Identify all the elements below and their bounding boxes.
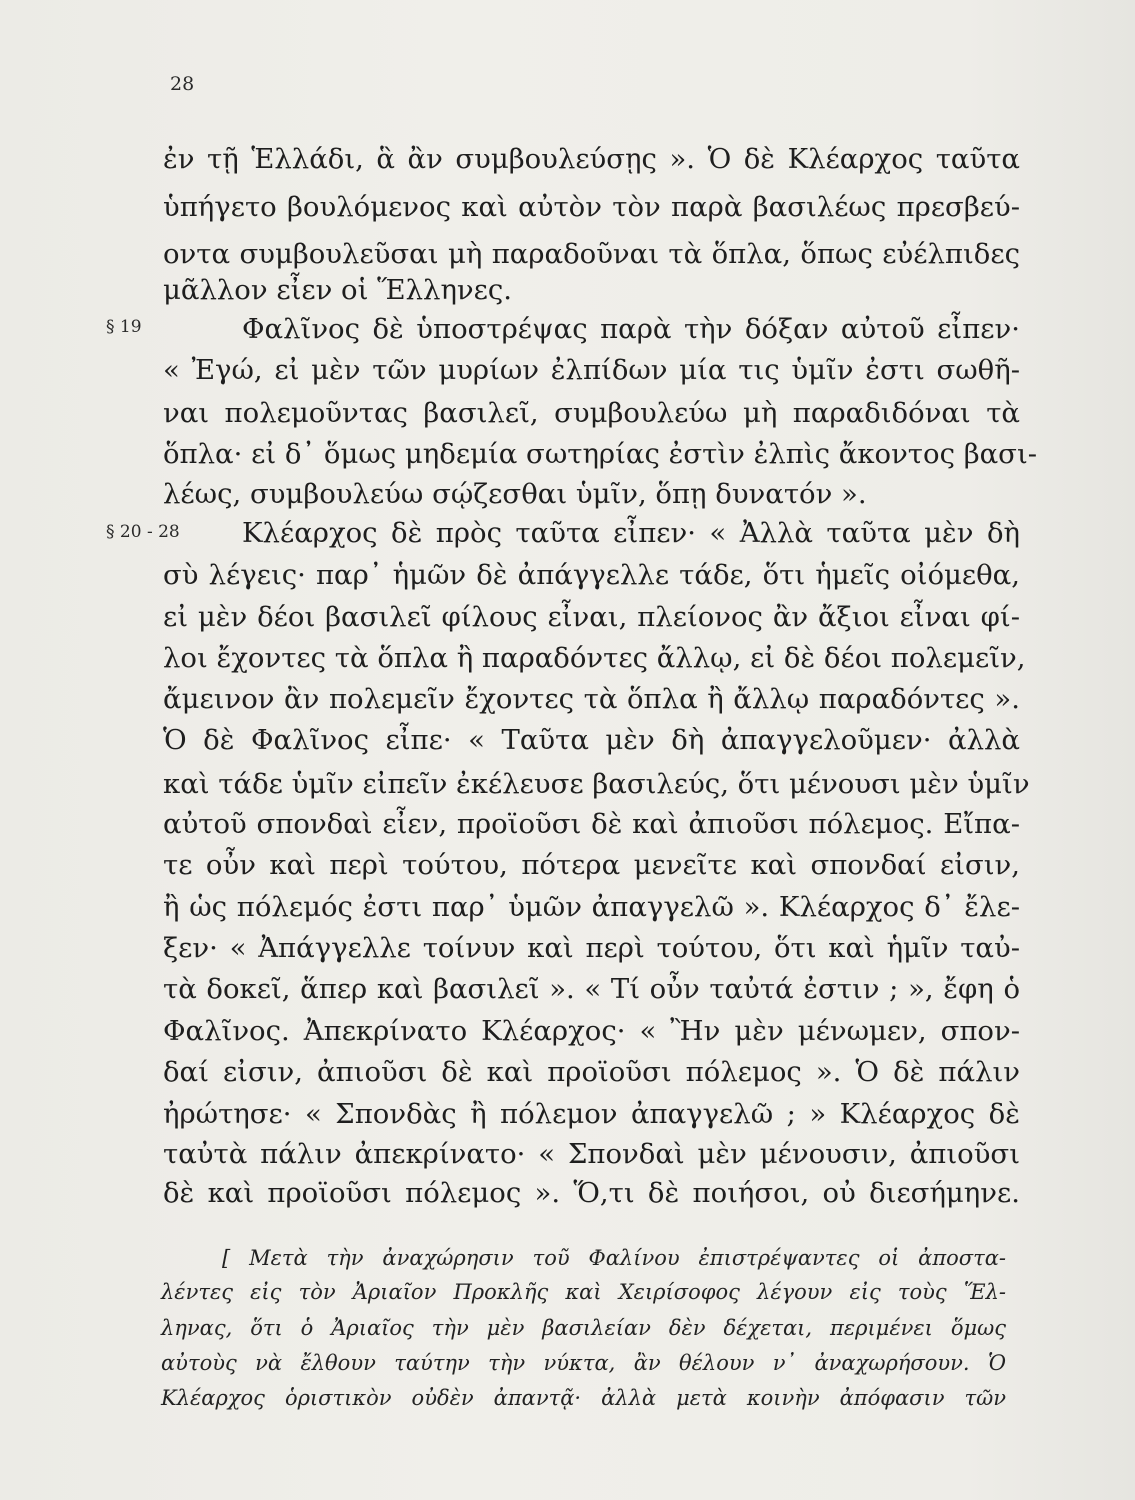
text-line: ὑπήγετο βουλόμενος καὶ αὐτὸν τὸν παρὰ βασιλέως πρεσβεύ-	[163, 191, 1020, 223]
text-line: ξεν· « Ἀπάγγελλε τοίνυν καὶ περὶ τούτου, ὅτι καὶ ἡμῖν ταὐ-	[163, 932, 1020, 964]
text-line: δὲ καὶ προϊοῦσι πόλεμος ». Ὅ,τι δὲ ποιήσοι, οὐ διεσήμηνε.	[163, 1177, 1020, 1209]
text-line: αὐτοῦ σπονδαὶ εἶεν, προϊοῦσι δὲ καὶ ἀπιοῦσι πόλεμος. Εἴπα-	[163, 808, 1020, 840]
text-line: λοι ἔχοντες τὰ ὅπλα ἢ παραδόντες ἄλλῳ, εἰ δὲ δέοι πολεμεῖν,	[163, 642, 1026, 674]
text-line: καὶ τάδε ὑμῖν εἰπεῖν ἐκέλευσε βασιλεύς, ὅτι μένουσι μὲν ὑμῖν	[163, 768, 1030, 800]
section-marker-20-28: § 20 - 28	[106, 522, 180, 542]
text-line: σὺ λέγεις· παρ᾽ ἡμῶν δὲ ἀπάγγελλε τάδε, ὅτι ἡμεῖς οἰόμεθα,	[163, 559, 1020, 591]
note-line: λέντες εἰς τὸν Ἀριαῖον Προκλῆς καὶ Χειρίσοφος λέγουν εἰς τοὺς Ἕλ-	[161, 1280, 1006, 1304]
text-line: οντα συμβουλεῦσαι μὴ παραδοῦναι τὰ ὅπλα, ὅπως εὐέλπιδες	[163, 238, 1020, 270]
page-number: 28	[170, 73, 195, 95]
text-line: ἠρώτησε· « Σπονδὰς ἢ πόλεμον ἀπαγγελῶ ; » Κλέαρχος δὲ	[163, 1098, 1020, 1130]
text-line: ναι πολεμοῦντας βασιλεῖ, συμβουλεύω μὴ παραδιδόναι τὰ	[163, 397, 1020, 429]
note-line: [ Μετὰ τὴν ἀναχώρησιν τοῦ Φαλίνου ἐπιστρέψαντες οἱ ἀποστα-	[222, 1246, 1006, 1270]
section-marker-19: § 19	[106, 317, 142, 337]
text-line: Ὁ δὲ Φαλῖνος εἶπε· « Ταῦτα μὲν δὴ ἀπαγγελοῦμεν· ἀλλὰ	[163, 724, 1020, 756]
note-line: Κλέαρχος ὁριστικὸν οὐδὲν ἀπαντᾷ· ἀλλὰ μετὰ κοινὴν ἀπόφασιν τῶν	[161, 1386, 1006, 1410]
text-line: Φαλῖνος. Ἀπεκρίνατο Κλέαρχος· « Ἢν μὲν μένωμεν, σπον-	[163, 1015, 1020, 1047]
text-line: ταὐτὰ πάλιν ἀπεκρίνατο· « Σπονδαὶ μὲν μένουσιν, ἀπιοῦσι	[163, 1138, 1020, 1170]
note-line: αὐτοὺς νὰ ἔλθουν ταύτην τὴν νύκτα, ἂν θέλουν ν᾽ ἀναχωρήσουν. Ὁ	[161, 1351, 1006, 1375]
text-line: μᾶλλον εἶεν οἱ Ἕλληνες.	[163, 274, 513, 306]
note-line: ληνας, ὅτι ὁ Ἀριαῖος τὴν μὲν βασιλείαν δὲν δέχεται, περιμένει ὅμως	[161, 1316, 1006, 1340]
text-line: ἄμεινον ἂν πολεμεῖν ἔχοντες τὰ ὅπλα ἢ ἄλλῳ παραδόντες ».	[163, 683, 1020, 715]
text-line: « Ἐγώ, εἰ μὲν τῶν μυρίων ἐλπίδων μία τις ὑμῖν ἐστι σωθῆ-	[163, 354, 1020, 386]
text-line: Κλέαρχος δὲ πρὸς ταῦτα εἶπεν· « Ἀλλὰ ταῦτα μὲν δὴ	[242, 517, 1020, 549]
text-line: τὰ δοκεῖ, ἅπερ καὶ βασιλεῖ ». « Τί οὖν ταὐτά ἐστιν ; », ἔφη ὁ	[163, 973, 1020, 1005]
text-line: λέως, συμβουλεύω σῴζεσθαι ὑμῖν, ὅπῃ δυνατόν ».	[163, 478, 867, 510]
text-line: τε οὖν καὶ περὶ τούτου, πότερα μενεῖτε καὶ σπονδαί εἰσιν,	[163, 849, 1020, 881]
text-line: ἢ ὡς πόλεμός ἐστι παρ᾽ ὑμῶν ἀπαγγελῶ ». Κλέαρχος δ᾽ ἔλε-	[163, 891, 1020, 923]
text-line: ὅπλα· εἰ δ᾽ ὅμως μηδεμία σωτηρίας ἐστὶν ἐλπὶς ἄκοντος βασι-	[163, 438, 1038, 470]
text-line: Φαλῖνος δὲ ὑποστρέψας παρὰ τὴν δόξαν αὐτοῦ εἶπεν·	[242, 313, 1020, 345]
text-line: εἰ μὲν δέοι βασιλεῖ φίλους εἶναι, πλείονος ἂν ἄξιοι εἶναι φί-	[163, 601, 1020, 633]
text-line: δαί εἰσιν, ἀπιοῦσι δὲ καὶ προϊοῦσι πόλεμος ». Ὁ δὲ πάλιν	[163, 1056, 1020, 1088]
text-line: ἐν τῇ Ἑλλάδι, ἃ ἂν συμβουλεύσῃς ». Ὁ δὲ Κλέαρχος ταῦτα	[163, 143, 1020, 175]
